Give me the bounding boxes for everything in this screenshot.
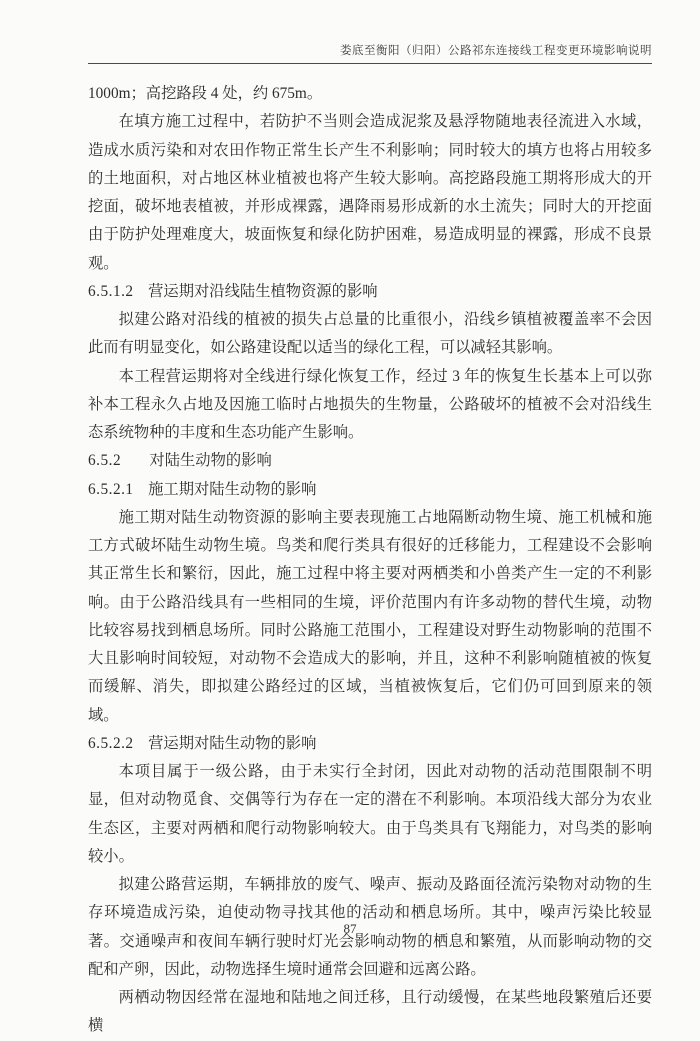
page-number: 87 [343,921,357,936]
running-header [88,42,652,64]
paragraph: 本工程营运期将对全线进行绿化恢复工作，经过 3 年的恢复生长基本上可以弥补本工程永久占地及因施工临时占地损失的生物量，公路破坏的植被不会对沿线生态系统物种的丰度和生态功能产生影响。 [88,367,652,441]
running-header-title: 娄底至衡阳（归阳）公路祁东连接线工程变更环境影响说明 [340,45,652,57]
section-number: 6.5.2.2 [88,734,134,752]
paragraph: 在填方施工过程中，若防护不当则会造成泥浆及悬浮物随地表径流进入水域，造成水质污染和对农田作物正常生长产生不利影响；同时较大的填方也将占用较多的土地面积，对占地区林业植被也将产生较大影响。高挖路段施工期将形成大的开挖面，破坏地表植被，并形成裸露，遇降雨易形成新的水土流失；同时大的开挖面由于防护处理难度大，坡面恢复和绿化防护困难，易造成明显的裸露，形成不良景观。 [88,113,652,272]
section-title: 营运期对沿线陆生植物资源的影响 [148,282,378,300]
page-footer [0,921,700,937]
paragraph: 拟建公路对沿线的植被的损失占总量的比重很小，沿线乡镇植被覆盖率不会因此而有明显变化，如公路建设配以适当的绿化工程，可以减轻其影响。 [88,311,652,357]
section-heading-6-5-2 [88,447,652,475]
section-number: 6.5.2 [88,452,122,470]
paragraph: 拟建公路营运期，车辆排放的废气、噪声、振动及路面径流污染物对动物的生存环境造成污染，迫使动物寻找其他的活动和栖息场所。其中，噪声污染比较显著。交通噪声和夜间车辆行驶时灯光会影响动物的栖息和繁殖，从而影响动物的交配和产卵，因此，动物选择生境时通常会回避和远离公路。 [88,876,652,978]
document-body [88,80,652,1041]
section-number: 6.5.2.1 [88,480,134,498]
paragraph: 本项目属于一级公路，由于未实行全封闭，因此对动物的活动范围限制不明显，但对动物觅食、交偶等行为存在一定的潜在不利影响。本项沿线大部分为农业生态区，主要对两栖和爬行动物影响较大。由于鸟类具有飞翔能力，对鸟类的影响较小。 [88,763,652,865]
section-heading-6-5-2-2 [88,730,652,758]
section-title: 营运期对陆生动物的影响 [148,734,317,752]
paragraph-continuation: 1000m；高挖路段 4 处，约 675m。 [88,85,323,102]
paragraph-truncated: 两栖动物因经常在湿地和陆地之间迁移，且行动缓慢，在某些地段繁殖后还要横 [88,989,652,1035]
section-heading-6-5-1-2 [88,278,652,306]
section-title: 施工期对陆生动物的影响 [148,480,317,498]
section-title: 对陆生动物的影响 [149,452,272,470]
section-number: 6.5.1.2 [88,282,134,300]
section-heading-6-5-2-1 [88,476,652,504]
paragraph: 施工期对陆生动物资源的影响主要表现施工占地隔断动物生境、施工机械和施工方式破坏陆生动物生境。鸟类和爬行类具有很好的迁移能力，工程建设不会影响其正常生长和繁衍，因此，施工过程中将主要对两栖类和小兽类产生一定的不利影响。由于公路沿线具有一些相同的生境，评价范围内有许多动物的替代生境，动物比较容易找到栖息场所。同时公路施工范围小，工程建设对野生动物影响的范围不大且影响时间较短，对动物不会造成大的影响，并且，这种不利影响随植被的恢复而缓解、消失，即拟建公路经过的区域，当植被恢复后，它们仍可回到原来的领域。 [88,508,652,724]
